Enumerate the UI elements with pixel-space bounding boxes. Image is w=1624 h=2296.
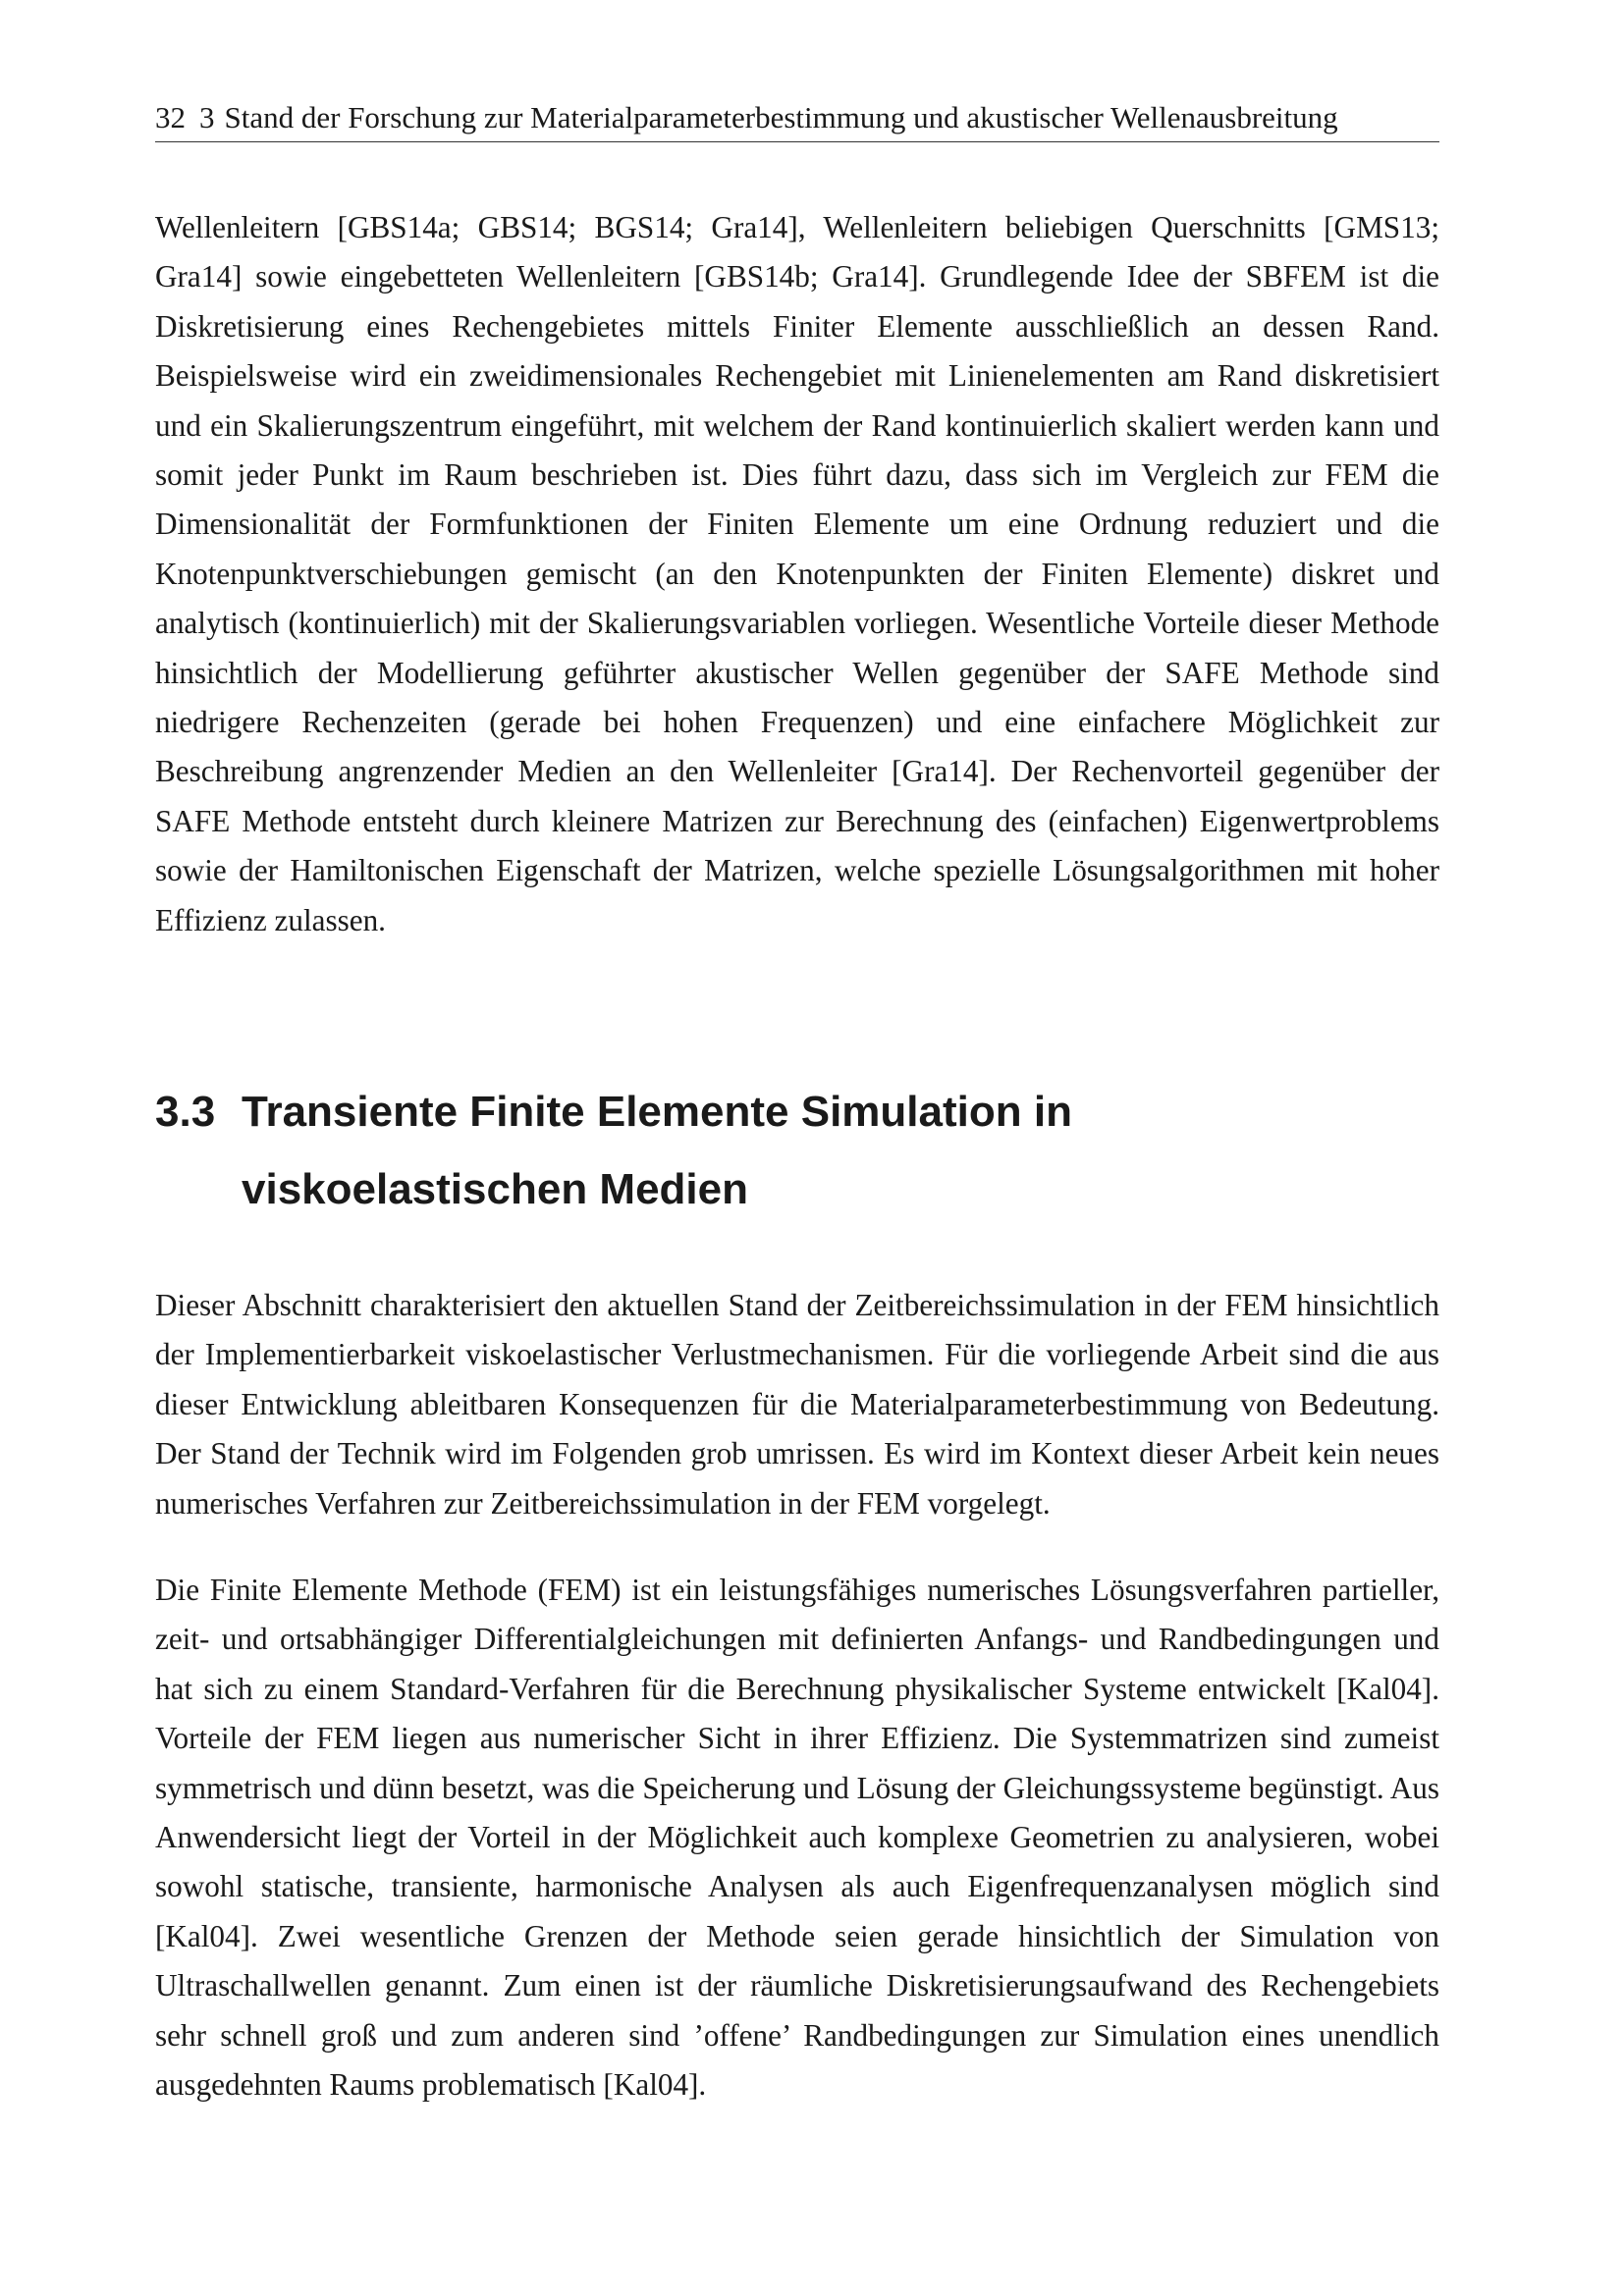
section-title xyxy=(242,1073,1439,1228)
section-heading xyxy=(155,1073,1439,1228)
paragraph-sbfem: Wellenleitern [GBS14a; GBS14; BGS14; Gra14], Wellenleitern beliebigen Querschnitts [GMS13; Gra14] sowie eingebetteten Wellenleitern [GBS14b; Gra14]. Grundlegende Idee der SBFEM ist die Diskretisierung eines Rechengebietes mittels Finiter Elemente ausschließlich an dessen Rand. Beispielsweise wird ein zweidimensionales Rechengebiet mit Linienelementen am Rand diskretisiert und ein Skalierungszentrum eingeführt, mit welchem der Rand kontinuierlich skaliert werden kann und somit jeder Punkt im Raum beschrieben ist. Dies führt dazu, dass sich im Vergleich zur FEM die Dimensionalität der Formfunktionen der Finiten Elemente um eine Ordnung reduziert und die Knotenpunktverschiebungen gemischt (an den Knotenpunkten der Finiten Elemente) diskret und analytisch (kontinuierlich) mit der Skalierungsvariablen vorliegen. Wesentliche Vorteile dieser Methode hinsichtlich der Modellierung geführter akustischer Wellen gegenüber der SAFE Methode sind niedrigere Rechenzeiten (gerade bei hohen Frequenzen) und eine einfachere Möglichkeit zur Beschreibung angrenzender Medien an den Wellenleiter [Gra14]. Der Rechenvorteil gegenüber der SAFE Methode entsteht durch kleinere Matrizen zur Berechnung des (einfachen) Eigenwertproblems sowie der Hamiltonischen Eigenschaft der Matrizen, welche spezielle Lösungsalgorithmen mit hoher Effizienz zulassen. xyxy=(155,210,1439,937)
paragraph-fem-overview: Die Finite Elemente Methode (FEM) ist ein leistungsfähiges numerisches Lösungsverfahren partieller, zeit- und ortsabhängiger Differentialgleichungen mit definierten Anfangs- und Randbedingungen und hat sich zu einem Standard-Verfahren für die Berechnung physikalischer Systeme entwickelt [Kal04]. Vorteile der FEM liegen aus numerischer Sicht in ihrer Effizienz. Die Systemmatrizen sind zumeist symmetrisch und dünn besetzt, was die Speicherung und Lösung der Gleichungssysteme begünstigt. Aus Anwendersicht liegt der Vorteil in der Möglichkeit auch komplexe Geometrien zu analysieren, wobei sowohl statische, transiente, harmonische Analysen als auch Eigenfrequenzanalysen möglich sind [Kal04]. Zwei wesentliche Grenzen der Methode seien gerade hinsichtlich der Simulation von Ultraschallwellen genannt. Zum einen ist der räumliche Diskretisierungsaufwand des Rechengebiets sehr schnell groß und zum anderen sind ’offene’ Randbedingungen zur Simulation eines unendlich ausgedehnten Raums problematisch [Kal04]. xyxy=(155,1573,1439,2103)
page-number: 32 xyxy=(155,100,186,134)
paragraph-section-intro: Dieser Abschnitt charakterisiert den aktuellen Stand der Zeitbereichssimulation in der FEM hinsichtlich der Implementierbarkeit viskoelastischer Verlustmechanismen. Für die vorliegende Arbeit sind die aus dieser Entwicklung ableitbaren Konsequenzen für die Materialparameterbestimmung von Bedeutung. Der Stand der Technik wird im Folgenden grob umrissen. Es wird im Kontext dieser Arbeit kein neues numerisches Verfahren zur Zeitbereichssimulation in der FEM vorgelegt. xyxy=(155,1288,1439,1521)
chapter-title: Stand der Forschung zur Materialparameterbestimmung und akustischer Wellenausbreitung xyxy=(224,100,1338,134)
section-number: 3.3 xyxy=(155,1088,216,1136)
section-title-line-1: Transiente Finite Elemente Simulation in xyxy=(242,1088,1072,1136)
chapter-number: 3 xyxy=(199,100,215,134)
section-title-line-2: viskoelastischen Medien xyxy=(242,1165,748,1213)
running-header xyxy=(155,98,1439,142)
